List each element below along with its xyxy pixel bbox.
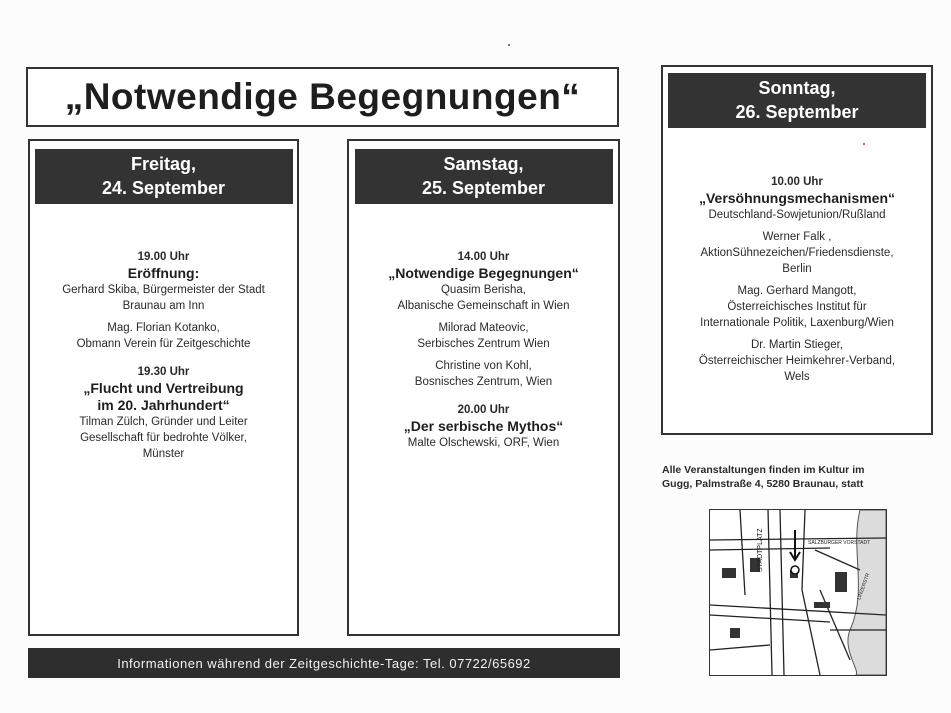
title-box (26, 67, 619, 127)
map-label-street: LINZERSTR (856, 572, 872, 601)
speaker-line: Tilman Zülch, Gründer und Leiter (79, 416, 248, 428)
speaker-line: Serbisches Zentrum Wien (417, 338, 550, 350)
scan-speck (508, 44, 510, 46)
speaker-line: Christine von Kohl, (435, 360, 532, 372)
event-title: „Der serbische Mythos“ (403, 418, 564, 434)
day-name: Freitag, (130, 154, 196, 174)
arrow-down-icon (790, 530, 800, 560)
speaker-line: Münster (142, 448, 185, 460)
event-list (663, 174, 931, 385)
speaker-line: Gesellschaft für bedrohte Völker, (80, 432, 247, 444)
speaker-line: Quasim Berisha, (440, 284, 526, 296)
speaker-line: Milorad Mateovic, (438, 322, 529, 334)
speaker (663, 283, 931, 331)
map-drawing (710, 510, 886, 675)
speaker-line: AktionSühnezeichen/Friedensdienste, (700, 247, 894, 259)
speaker-line: Bosnisches Zentrum, Wien (414, 376, 553, 388)
speaker (349, 435, 618, 451)
column-sunday (661, 65, 933, 435)
speaker-line: Mag. Florian Kotanko, (107, 322, 220, 334)
river-shape (848, 510, 886, 675)
speaker (30, 282, 297, 314)
day-date: 25. September (421, 178, 546, 198)
page-title: „Notwendige Begegnungen“ (64, 76, 581, 117)
column-friday (28, 139, 299, 636)
column-saturday (347, 139, 620, 636)
speaker-line: Deutschland-Sowjetunion/Rußland (708, 209, 886, 221)
venue-marker-icon (791, 566, 799, 574)
day-header-sunday (668, 73, 926, 128)
day-header-saturday (355, 149, 613, 204)
speaker-line: Braunau am Inn (122, 300, 205, 312)
info-text: Informationen während der Zeitgeschichte-Tage: Tel. 07722/65692 (117, 655, 531, 671)
speaker (30, 414, 297, 462)
speaker (663, 207, 931, 223)
event-title: „Notwendige Begegnungen“ (388, 265, 579, 281)
speaker (663, 337, 931, 385)
venue-line: Gugg, Palmstraße 4, 5280 Braunau, statt (662, 478, 864, 490)
speaker-line: Mag. Gerhard Mangott, (737, 285, 857, 297)
day-date: 26. September (735, 102, 859, 122)
event (349, 249, 618, 390)
event (663, 174, 931, 385)
event-title: „Flucht und Vertreibung (83, 380, 244, 396)
day-header-friday (35, 149, 293, 204)
day-name: Sonntag, (758, 78, 836, 98)
speaker (349, 358, 618, 390)
event (30, 249, 297, 352)
venue-line: Alle Veranstaltungen finden im Kultur im (662, 464, 865, 476)
location-map (709, 509, 887, 676)
venue-note (662, 463, 934, 491)
speaker-line: Dr. Martin Stieger, (750, 339, 844, 351)
speaker-line: Internationale Politik, Laxenburg/Wien (700, 317, 894, 329)
event-title: „Versöhnungsmechanismen“ (698, 190, 896, 206)
building-blocks (722, 558, 847, 638)
speaker-line: Obmann Verein für Zeitgeschichte (76, 338, 251, 350)
speaker-line: Gerhard Skiba, Bürgermeister der Stadt (62, 284, 265, 296)
speaker-line: Malte Olschewski, ORF, Wien (407, 437, 560, 449)
event (30, 364, 297, 462)
speaker (663, 229, 931, 277)
speaker-line: Berlin (782, 263, 812, 275)
event-time: 20.00 Uhr (457, 404, 510, 416)
speaker (30, 320, 297, 352)
map-label-street: SALZBURGER VORSTADT (808, 540, 871, 546)
event-list (349, 249, 618, 451)
day-date: 24. September (101, 178, 226, 198)
event-title: Eröffnung: (127, 265, 200, 281)
speaker (349, 282, 618, 314)
event-title-line-2: im 20. Jahrhundert“ (97, 397, 230, 413)
event-time: 19.30 Uhr (137, 366, 190, 378)
speaker-line: Werner Falk , (762, 231, 832, 243)
map-label-stadtplatz: STADTPLATZ (757, 528, 764, 572)
event-time: 10.00 Uhr (771, 176, 823, 188)
event-list (30, 249, 297, 462)
speaker-line: Österreichisches Institut für (727, 301, 867, 313)
speaker-line: Österreichischer Heimkehrer-Verband, (698, 355, 896, 367)
event (349, 402, 618, 451)
scan-speck (863, 143, 865, 145)
speaker (349, 320, 618, 352)
day-name: Samstag, (443, 154, 524, 174)
event-time: 14.00 Uhr (457, 251, 510, 263)
event-time: 19.00 Uhr (137, 251, 190, 263)
speaker-line: Albanische Gemeinschaft in Wien (397, 300, 570, 312)
info-bar (28, 648, 620, 678)
speaker-line: Wels (784, 371, 810, 383)
